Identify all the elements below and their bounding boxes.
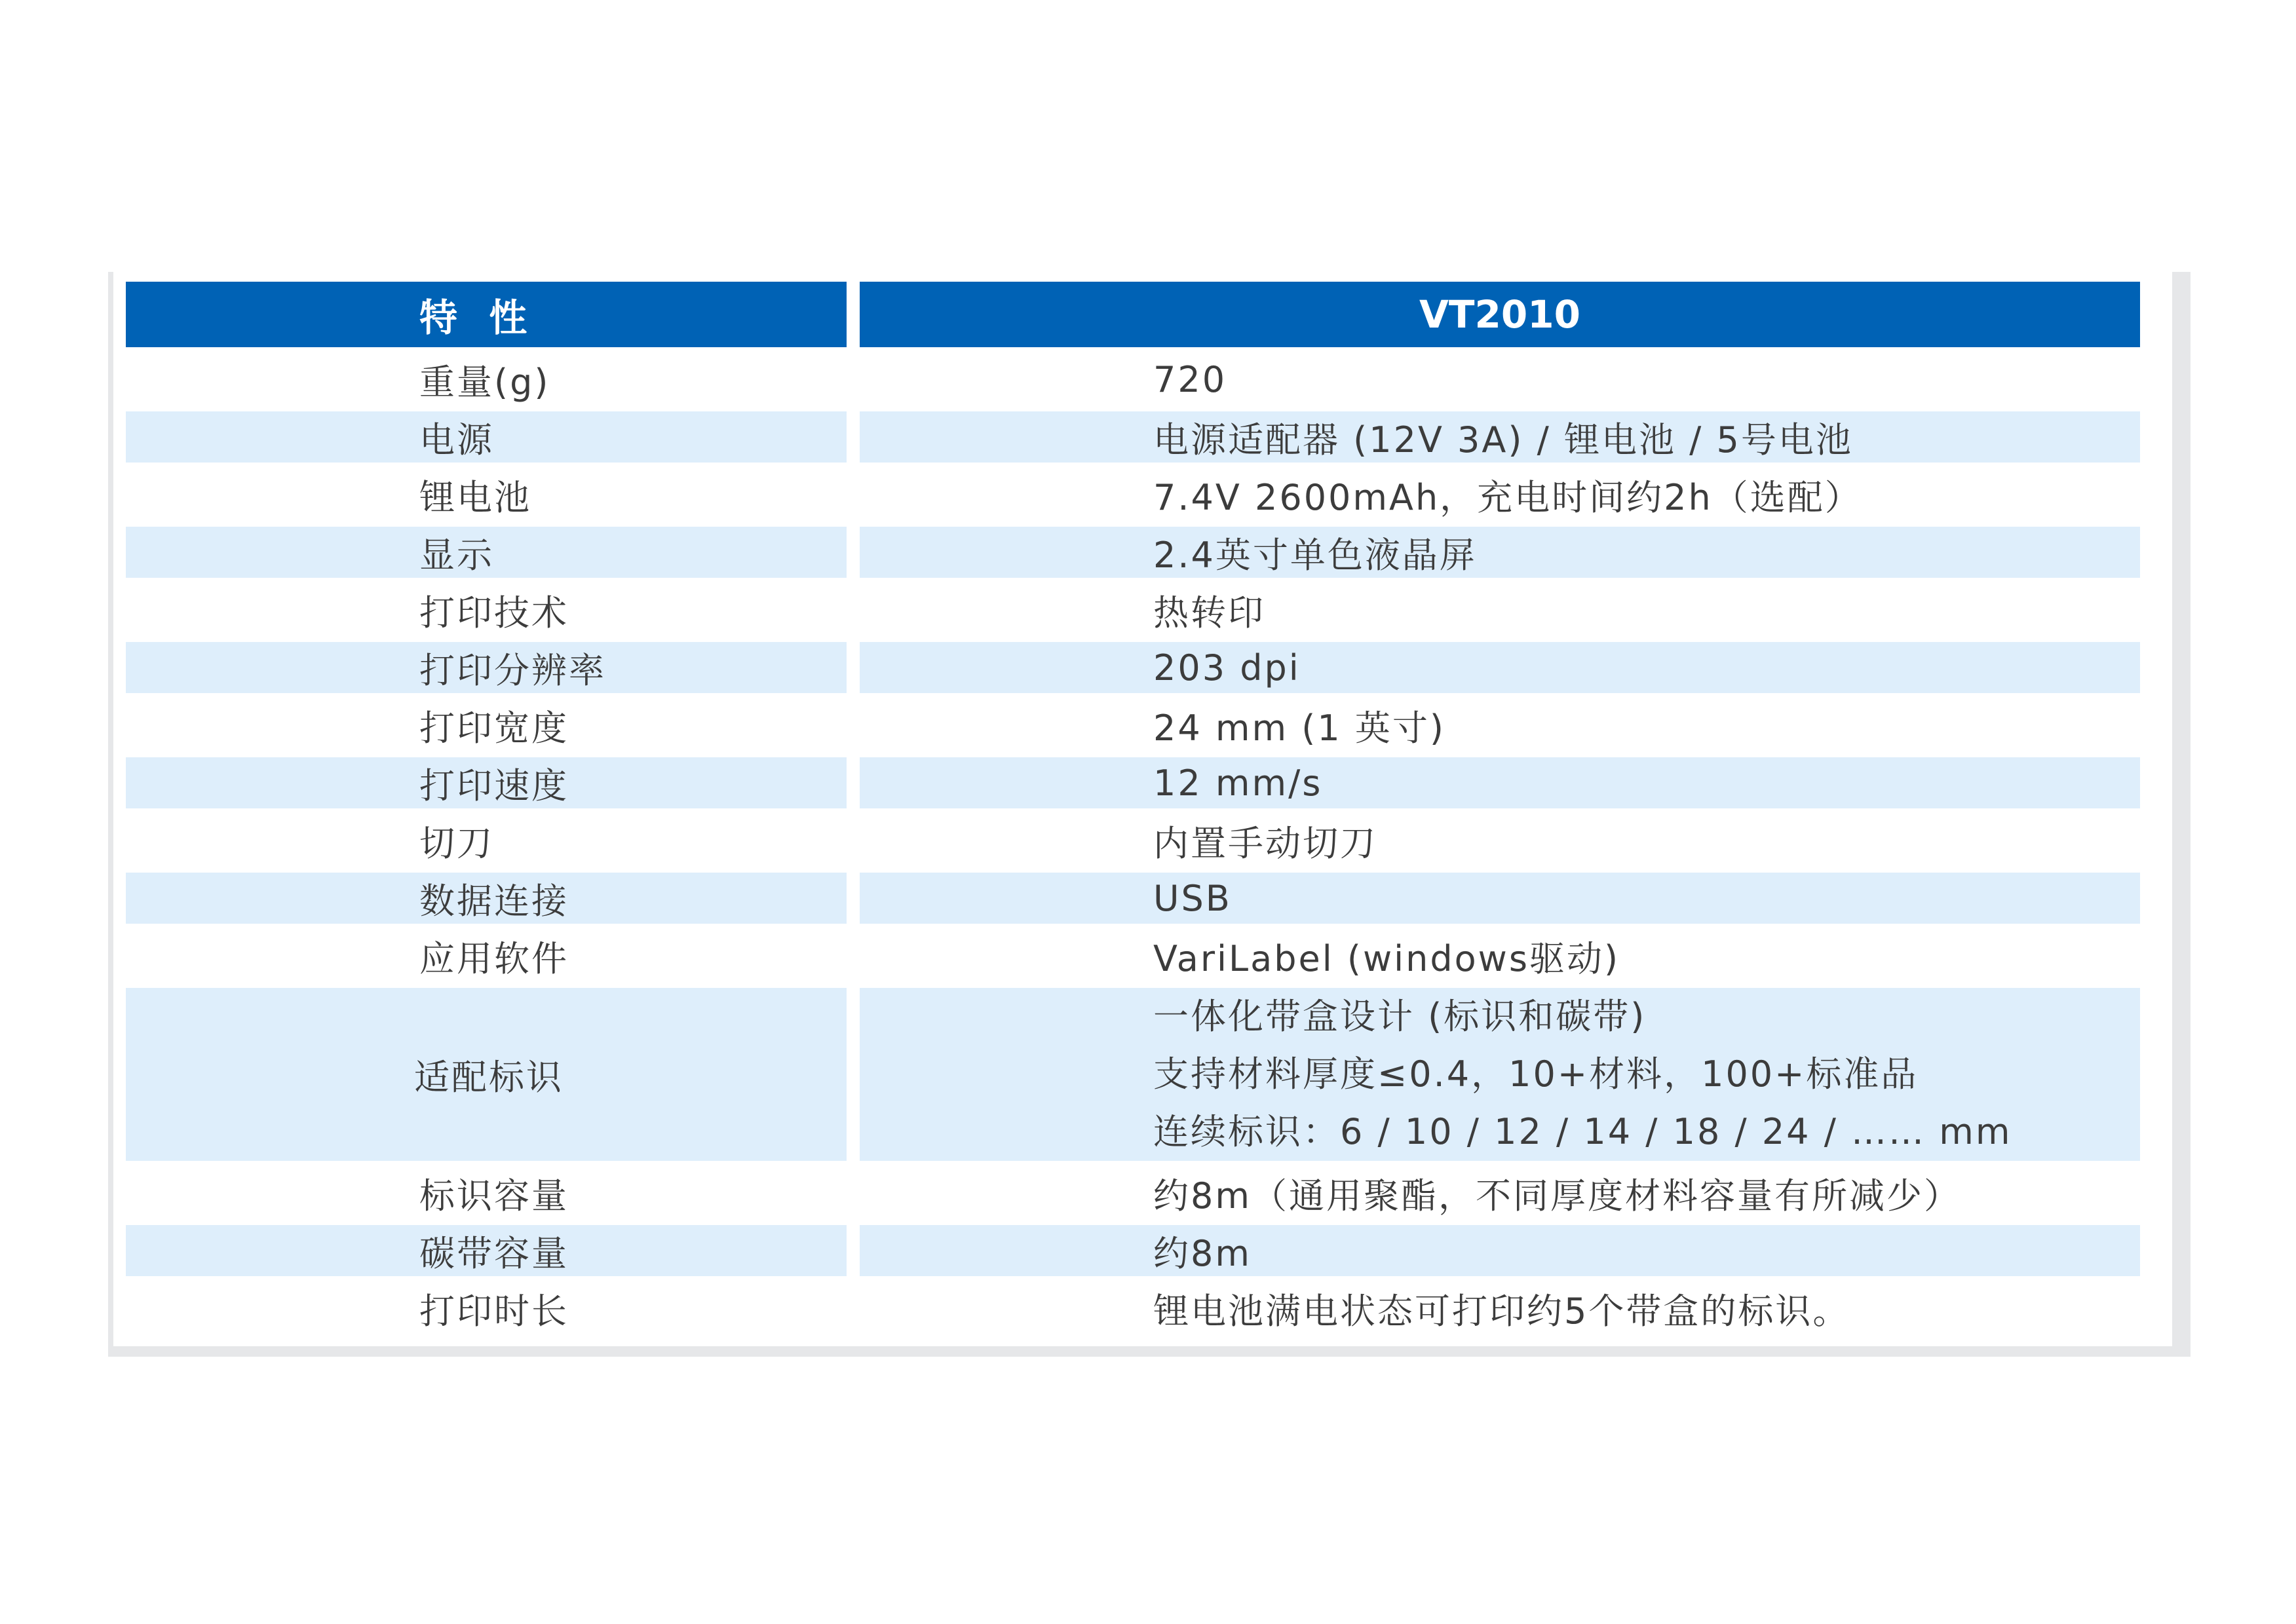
row-value-line: 一体化带盒设计 (标识和碳带) bbox=[1153, 996, 1647, 1037]
row-value-line: 支持材料厚度≤0.4，10+材料，100+标准品 bbox=[1153, 1053, 1919, 1095]
row-value: 2.4英寸单色液晶屏 bbox=[860, 527, 2140, 578]
row-label: 切刀 bbox=[419, 822, 494, 864]
table-row bbox=[126, 354, 2140, 405]
row-value: VariLabel (windows驱动) bbox=[1153, 937, 1620, 979]
row-value: 内置手动切刀 bbox=[1153, 822, 1377, 864]
header-model: VT2010 bbox=[860, 282, 2140, 347]
spec-table bbox=[113, 275, 2153, 1340]
row-label: 适配标识 bbox=[126, 988, 847, 1161]
row-value: 热转印 bbox=[1153, 592, 1265, 633]
row-label: 打印技术 bbox=[419, 592, 569, 633]
row-label: 锂电池 bbox=[419, 476, 531, 518]
table-row bbox=[126, 988, 2140, 1161]
row-label: 应用软件 bbox=[419, 937, 569, 979]
row-value bbox=[860, 988, 2140, 1161]
row-label: 重量(g) bbox=[419, 361, 550, 403]
row-value: 203 dpi bbox=[860, 642, 2140, 693]
row-label: 打印分辨率 bbox=[126, 642, 847, 693]
row-value: 锂电池满电状态可打印约5个带盒的标识。 bbox=[1153, 1290, 1850, 1332]
row-value: 7.4V 2600mAh，充电时间约2h（选配） bbox=[1153, 476, 1862, 518]
row-value: USB bbox=[860, 873, 2140, 924]
table-row bbox=[126, 642, 2140, 693]
table-row bbox=[126, 469, 2140, 520]
table-row bbox=[126, 700, 2140, 751]
table-row bbox=[126, 527, 2140, 578]
row-label: 显示 bbox=[126, 527, 847, 578]
row-value: 约8m（通用聚酯，不同厚度材料容量有所减少） bbox=[1153, 1175, 1961, 1217]
table-row bbox=[126, 584, 2140, 635]
table-header-row bbox=[126, 282, 2140, 347]
table-row bbox=[126, 1225, 2140, 1276]
row-label: 打印时长 bbox=[419, 1290, 569, 1332]
row-value-line: 连续标识：6 / 10 / 12 / 14 / 18 / 24 / …… mm bbox=[1153, 1111, 2012, 1152]
row-value: 12 mm/s bbox=[860, 757, 2140, 808]
row-label: 打印宽度 bbox=[419, 707, 569, 749]
table-row bbox=[126, 1283, 2140, 1334]
table-row bbox=[126, 815, 2140, 866]
table-row bbox=[126, 873, 2140, 924]
row-value: 电源适配器 (12V 3A) / 锂电池 / 5号电池 bbox=[860, 411, 2140, 463]
row-label: 电源 bbox=[126, 411, 847, 463]
table-row bbox=[126, 1167, 2140, 1218]
row-value: 24 mm (1 英寸) bbox=[1153, 707, 1445, 749]
header-feature-label: 特 性 bbox=[419, 295, 537, 340]
row-label: 打印速度 bbox=[126, 757, 847, 808]
row-label: 数据连接 bbox=[126, 873, 847, 924]
header-feature bbox=[126, 282, 847, 347]
table-row bbox=[126, 930, 2140, 981]
table-row bbox=[126, 411, 2140, 463]
row-value: 720 bbox=[1153, 358, 1227, 400]
row-value: 约8m bbox=[860, 1225, 2140, 1276]
row-label: 碳带容量 bbox=[126, 1225, 847, 1276]
table-row bbox=[126, 757, 2140, 808]
row-label: 标识容量 bbox=[419, 1175, 569, 1217]
